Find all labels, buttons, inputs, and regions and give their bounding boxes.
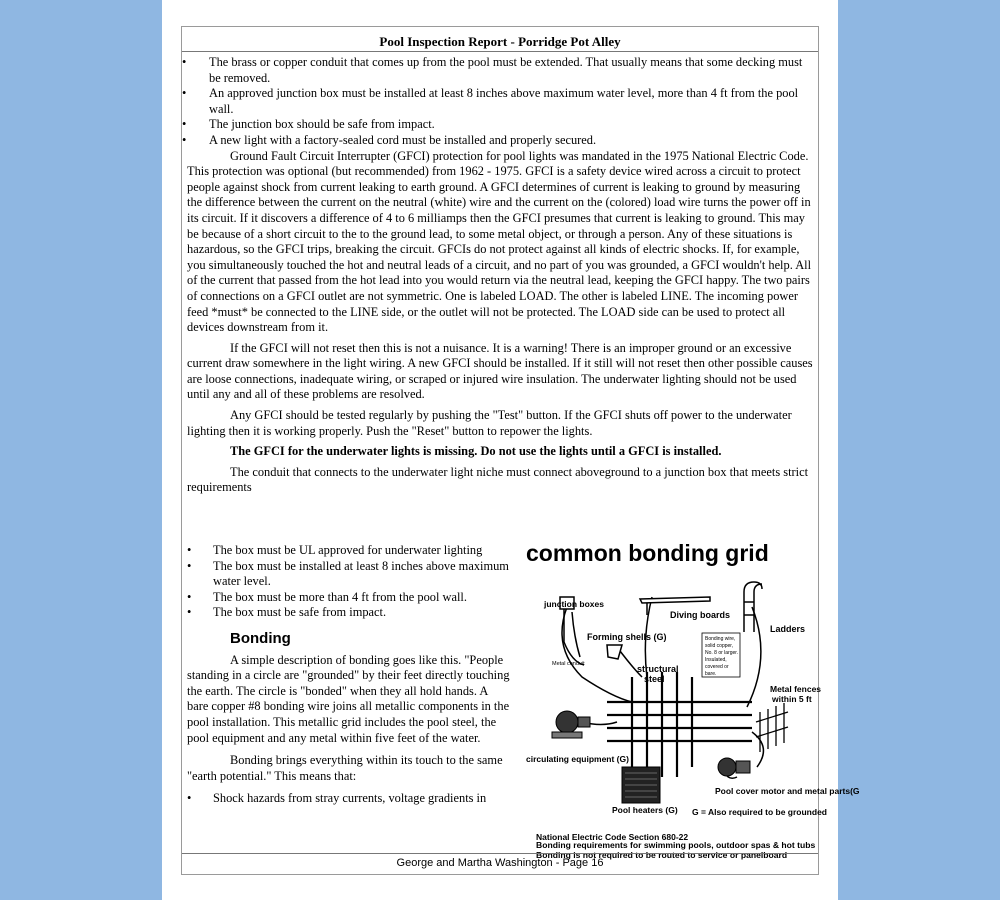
- nec-requirements: Bonding requirements for swimming pools, outdoor spas & hot tubs: [536, 840, 816, 850]
- bonding-paragraph: Bonding brings everything within its touch to the same "earth potential." This means that:: [187, 753, 503, 783]
- diagram-title: common bonding grid: [526, 540, 769, 566]
- nec-panelboard-note: Bonding is not required to be routed to service or panelboard: [536, 850, 788, 860]
- gfci-warning: The GFCI for the underwater lights is missing. Do not use the lights until a GFCI is installed.: [230, 444, 722, 459]
- list-item: • The box must be UL approved for underwater lighting: [187, 543, 483, 557]
- label-g-note: G = Also required to be grounded: [692, 807, 827, 817]
- main-text: [182, 55, 815, 501]
- label-junction-boxes: junction boxes: [544, 599, 604, 609]
- forming-shell-icon: [607, 645, 622, 659]
- label-structural: structural: [637, 664, 679, 674]
- bonding-heading: Bonding: [230, 629, 291, 647]
- pump-icon: [552, 711, 590, 738]
- label-ladders: Ladders: [770, 624, 806, 634]
- label-within-5ft: within 5 ft: [772, 694, 812, 704]
- bonding-note-line: No. 8 or larger.: [705, 650, 739, 656]
- label-circulating-equipment: circulating equipment (G): [526, 754, 629, 764]
- document-page: [162, 0, 860, 900]
- list-item: • Shock hazards from stray currents, voltage gradients in: [187, 791, 487, 806]
- page-footer: George and Martha Washington - Page 16: [396, 857, 604, 869]
- label-diving-boards: Diving boards: [670, 610, 731, 620]
- label-metal-conduit: Metal conduit: [552, 661, 585, 667]
- gfci-paragraph: Ground Fault Circuit Interrupter (GFCI) protection for pool lights was mandated in the 1975 National Electric Code. This protection was optional (but recommended) from 1962 - 1975. GFCI is a safety device wired across a circuit to protect people against shock from current leaking to earth ground. A GFCI determines of current is leaking to ground by measuring the difference between the current on the neutral (white) wire and the current on the (colored) load wire turns the power off in its circuit. If it discovers a difference of 4 to 6 milliamps then the GFCI presumes that current is leaking to ground. This may be because of a short circuit to the to the ground lead, to some metal object, or through a person. Any of these situations is hazardous, so the GFCI trips, breaking the circuit. GFCIs do not protect against all kinds of electric shocks. If, for example, you simultaneously touched the hot and neutral leads of a circuit, and no part of you was grounded, a GFCI wouldn't help. All of the current that passed from the hot lead into you would return via the neutral lead, keeping the GFCI happy. The two pairs of connections on a GFCI outlet are not symmetric. One is labeled LOAD. The other is labeled LINE. The incoming power feed *must* be connected to the LINE side, or the outlet will not be protected. The LOAD side can be used to protect all devices downstream from it.: [187, 148, 812, 335]
- bonding-note-line: Insulated,: [705, 657, 727, 663]
- list-item: • The box must be installed at least 8 inches above maximum water level.: [187, 558, 509, 589]
- report-title: Pool Inspection Report - Porridge Pot Alley: [379, 34, 621, 49]
- metal-fence-icon: [756, 703, 788, 752]
- bonding-note-line: Bonding wire,: [705, 636, 736, 642]
- label-metal-fences: Metal fences: [770, 684, 822, 694]
- label-pool-cover: Pool cover motor and metal parts(G: [715, 786, 860, 796]
- bonding-note-line: bare.: [705, 671, 717, 677]
- page-frame: [181, 26, 860, 875]
- label-steel: steel: [644, 674, 665, 684]
- ladder-icon: [744, 582, 762, 632]
- list-item: • The brass or copper conduit that comes up from the pool must be extended. That usually means that some decking must be removed.: [182, 55, 803, 85]
- list-item: • The box must be safe from impact.: [187, 605, 387, 620]
- list-item: • An approved junction box must be installed at least 8 inches above maximum water level, more than 4 ft from the pool wall.: [182, 86, 799, 116]
- label-forming-shells: Forming shells (G): [587, 632, 667, 642]
- conduit-paragraph: The conduit that connects to the underwater light niche must connect aboveground to a junction box that meets strict requirements: [187, 464, 809, 495]
- diving-board-icon: [640, 597, 710, 603]
- bonding-grid-diagram: [522, 537, 860, 842]
- footer-divider: [182, 853, 818, 854]
- list-item: • The box must be more than 4 ft from the pool wall.: [187, 589, 467, 604]
- title-divider: [182, 51, 818, 52]
- bonding-paragraph: A simple description of bonding goes like this. "People standing in a circle are "grounded" by their feet directly touching the earth. The circle is "bonded" when they all hold hands. A bare copper #8 bonding wire joins all metallic components in the pool installation. This metallic grid includes the pool steel, the pool equipment and any metal within five feet of the water.: [187, 652, 510, 745]
- list-item: • The junction box should be safe from impact.: [182, 117, 435, 132]
- bonding-note-line: solid copper,: [705, 643, 734, 649]
- list-item: • A new light with a factory-sealed cord must be installed and properly secured.: [182, 132, 597, 147]
- lower-left-column: [187, 543, 512, 807]
- test-paragraph: Any GFCI should be tested regularly by pushing the "Test" button. If the GFCI shuts off power to the underwater lighting then it is working properly. Push the "Reset" button to repower the lights.: [187, 408, 792, 438]
- label-pool-heaters: Pool heaters (G): [612, 805, 678, 815]
- nec-section: National Electric Code Section 680-22: [536, 832, 689, 842]
- pool-cover-motor-icon: [718, 758, 750, 776]
- reset-paragraph: If the GFCI will not reset then this is not a nuisance. It is a warning! There is an improper ground or an excessive current draw somewhere in the light wiring. A new GFCI should be installed. If it still will not reset then other possible causes are loose connections, inadequate wiring, or scraped or injured wire insulation. The underwater lighting should not be used until any and all of these problems are resolved.: [187, 340, 813, 402]
- bonding-note-line: covered or: [705, 664, 729, 670]
